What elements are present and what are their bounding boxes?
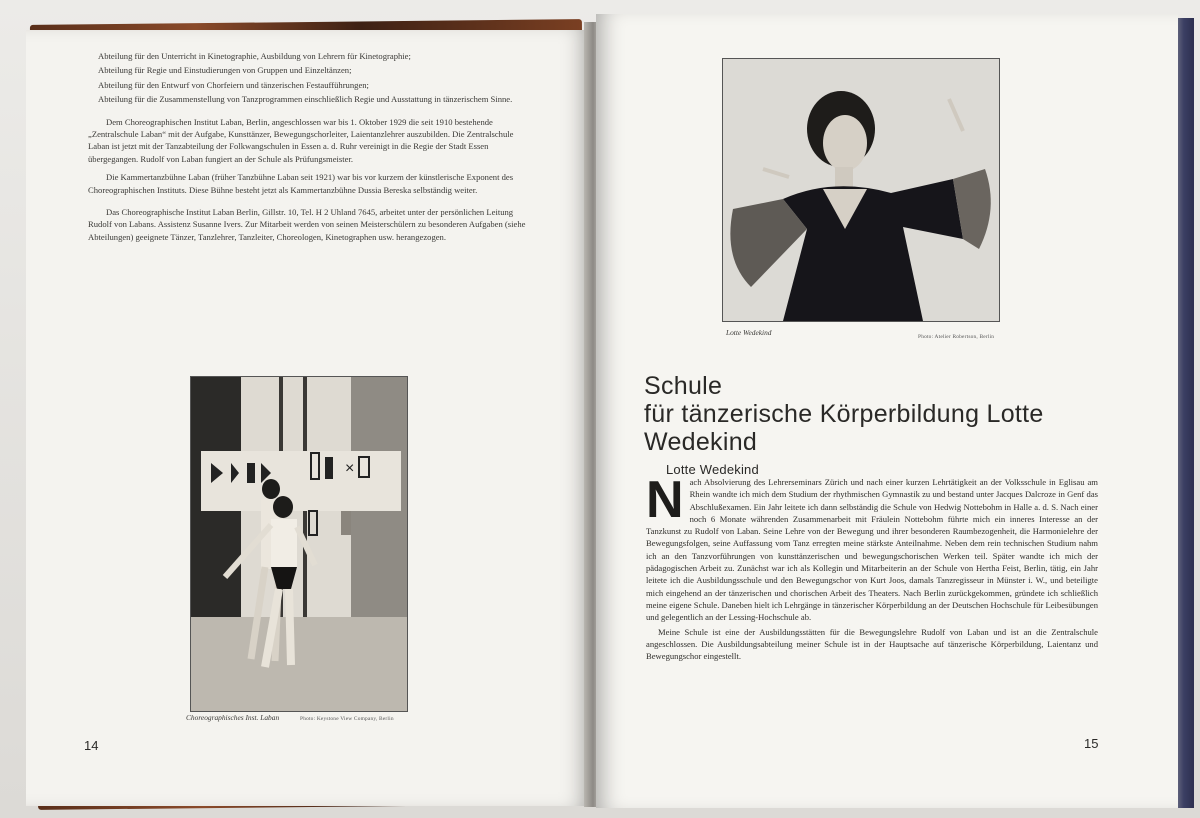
- list-item: Abteilung für die Zusammenstellung von Tanzprogrammen einschließlich Regie und Ausstattung in tänzerischem Sinne.: [98, 94, 513, 105]
- page-number-right: 15: [1084, 736, 1099, 751]
- article-paragraph-2: Meine Schule ist eine der Ausbildungsstätten für die Bewegungslehre Rudolf von Laban und ist an die Zentralschule angeschlossen. Die Ausbildungsabteilung meiner Schule ist in der Hauptsache auf tänzerische Körperbildung, Laientanz und Bewegungschor eingestellt.: [646, 626, 1098, 662]
- dancers-photo: [190, 376, 408, 712]
- paragraph-text: ach Absolvierung des Lehrerseminars Zürich und nach einer kurzen Lehrtätigkeit an der Volksschule in Eglisau am Rhein wandte ich mich dem Studium der rhythmischen Gymnastik zu und bestand unter Jacques Dalcroze in Genf das Abschlußexamen. Ein Jahr leitete ich dann selbständig die Schule von Hedwig Nottebohm in Halle a. d. S. Nach einer noch 6 Monate währenden Zusammenarbeit mit Fräulein Nottebohm führte mich ein inneres Interesse an der Tanzkunst zu Rudolf von Laban. Seine Lehre von der Bewegung und ihrer besonderen Raumbezogenheit, die Harmonielehre der Bewegungsfolgen, seine Auffassung vom Tanz erregten meine stärkste Anteilnahme. Neben dem rein technischen Studium nahm ich an den Tanzvorführungen von kunsttänzerischen und bewegungschorischen Werken teil. Später wandte ich mich der pädagogischen Arbeit zu. Zunächst war ich als Kollegin und Mitarbeiterin an der Schule von Hertha Feist, Berlin, tätig, ein Jahr leitete ich die Ausbildungsschule und den Bewegungschor von Kurt Joos, damals Tanzregisseur in Münster i. W., und beteiligte mich eingehend an der tänzerischen und chorischen Arbeit des Theaters. Nach Berlin zurückgekommen, gründete ich schließlich meine eigene Schule. Daneben hielt ich Lehrgänge in tänzerischer Körperbildung an der Deutschen Hochschule für Leibesübungen und gelegentlich an der Lessing-Hochschule ab.: [646, 477, 1098, 623]
- right-photo-caption: Lotte Wedekind: [726, 328, 772, 337]
- drop-cap: N: [646, 471, 684, 529]
- article-heading: [644, 372, 1104, 477]
- title-line-2: für tänzerische Körperbildung Lotte Wedekind: [644, 400, 1044, 456]
- list-item: Abteilung für Regie und Einstudierungen von Gruppen und Einzeltänzen;: [98, 65, 352, 76]
- lotte-wedekind-illustration: [723, 59, 999, 321]
- svg-text:×: ×: [345, 460, 355, 477]
- dancers-photo-illustration: [191, 377, 407, 711]
- left-photo-credit: Photo: Keystone View Company, Berlin: [300, 716, 394, 722]
- paragraph-kammertanzbuehne: Die Kammertanzbühne Laban (früher Tanzbühne Laban seit 1921) war bis vor kurzem der künstlerische Exponent des Choreographischen Instituts. Diese Bühne besteht jetzt als Kammertanzbühne Dussia Bereska selbständig weiter.: [88, 172, 514, 195]
- author-name: Lotte Wedekind: [666, 462, 759, 477]
- lotte-wedekind-photo: [722, 58, 1000, 322]
- right-photo-credit: Photo: Atelier Robertson, Berlin: [918, 334, 995, 340]
- title-line-1: Schule: [644, 372, 723, 400]
- paragraph-contact: Das Choreographische Institut Laban Berlin, Gillstr. 10, Tel. H 2 Uhland 7645, arbeitet unter der persönlichen Leitung Rudolf von Labans. Assistenz Susanne Ivers. Zur Mitarbeit werden von seinen Meisterschülern zu besonderen Aufgaben (siehe Abteilungen) geeignete Tänzer, Tanzlehrer, Tanzleiter, Choreologen, Kinetographen usw. herangezogen.: [88, 207, 526, 242]
- paragraph-institute: Dem Choreographischen Institut Laban, Berlin, angeschlossen war bis 1. Oktober 1929 die seit 1910 bestehende „Zentralschule Laban“ mit der Aufgabe, Kunsttänzer, Bewegungschorleiter, Laientanzlehrer auszubilden. Die Zentralschule Laban ist jetzt mit der Tanzabteilung der Folkwangschulen in Essen a. d. Ruhr vereinigt in die Regie der Stadt Essen übergegangen. Rudolf von Laban fungiert an der Schule als Prüfungsmeister.: [88, 116, 514, 164]
- list-item: Abteilung für den Entwurf von Chorfeiern und tänzerischen Festaufführungen;: [98, 79, 369, 90]
- left-page-text: [88, 50, 536, 249]
- list-item: Abteilung für den Unterricht in Kinetographie, Ausbildung von Lehrern für Kinetographie;: [98, 51, 411, 61]
- article-paragraph-1: [646, 471, 1098, 624]
- article-body: [646, 471, 1098, 662]
- department-list: [88, 50, 536, 106]
- page-number-left: 14: [84, 738, 99, 753]
- left-photo-caption: Choreographisches Inst. Laban: [186, 713, 280, 722]
